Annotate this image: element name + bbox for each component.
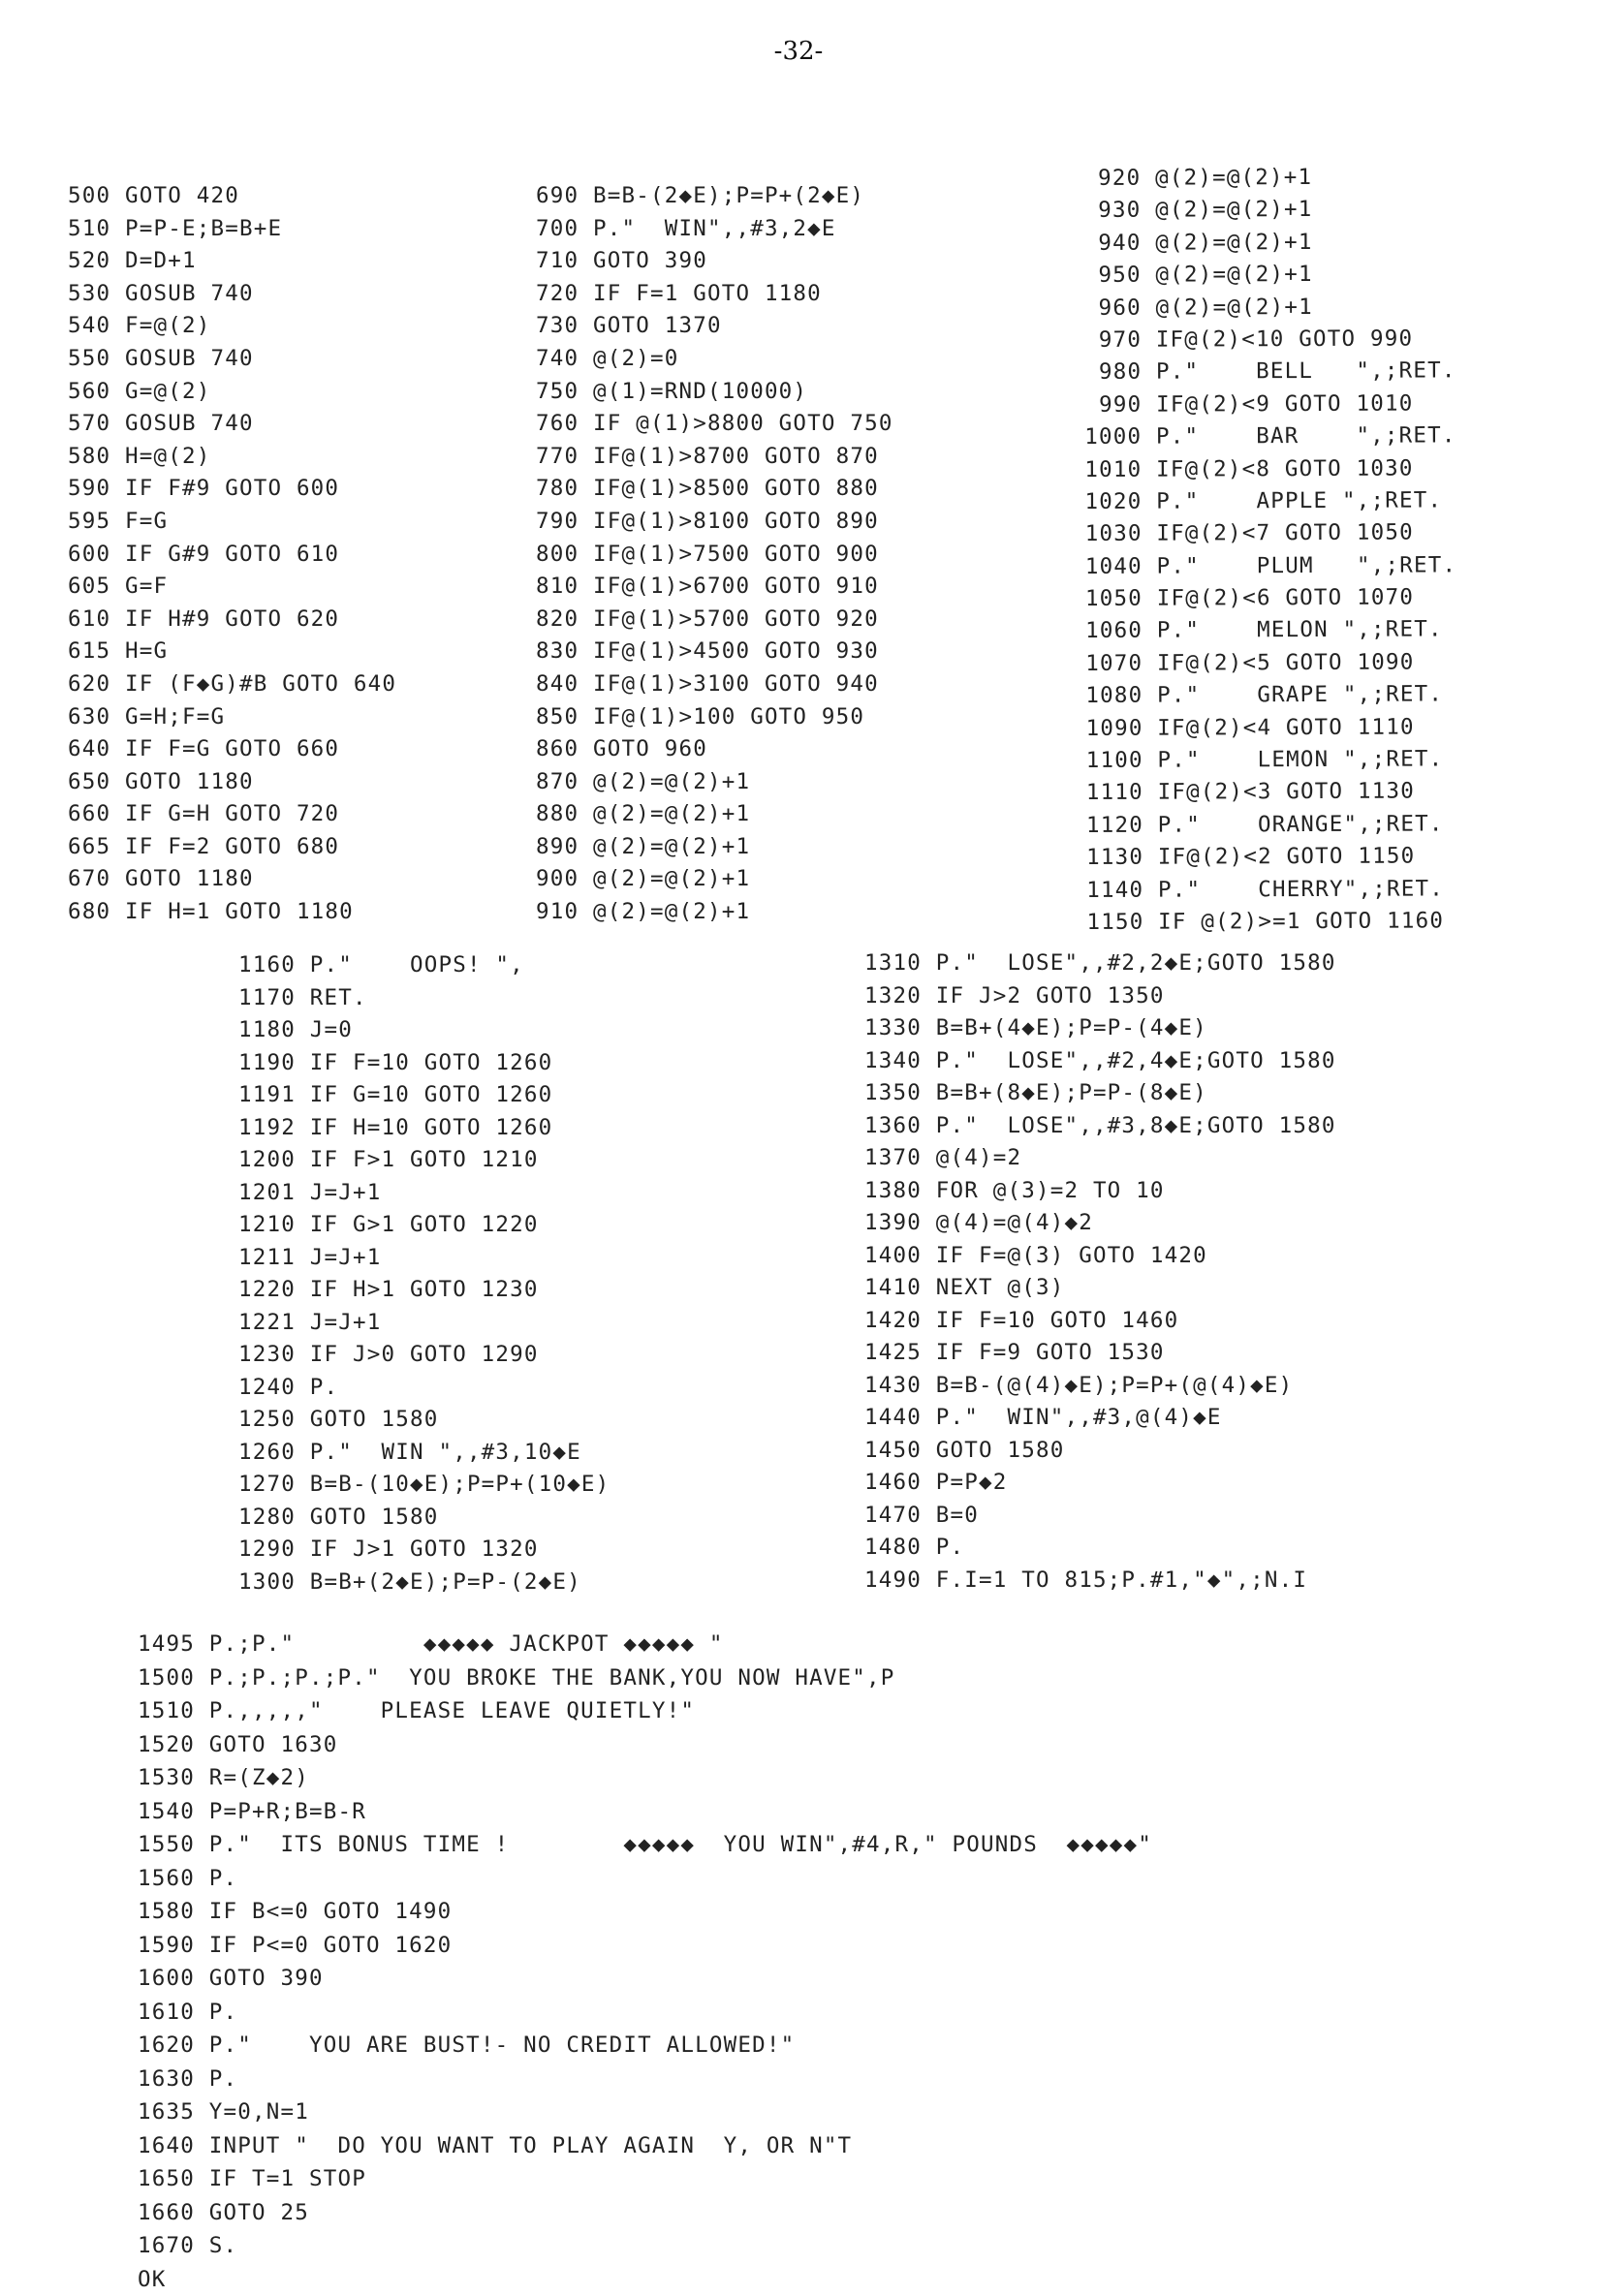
code-line: 1590 IF P<=0 GOTO 1620 <box>138 1929 1152 1963</box>
code-line: 1630 P. <box>138 2063 1152 2096</box>
code-line: 780 IF@(1)>8500 GOTO 880 <box>536 473 893 506</box>
code-line: 1260 P." WIN ",,#3,10◆E <box>238 1437 610 1470</box>
code-line: 1221 J=J+1 <box>238 1307 610 1340</box>
code-line: 1610 P. <box>138 1996 1152 2030</box>
code-line: 1060 P." MELON ",;RET. <box>1085 614 1457 648</box>
code-line: 1490 F.I=1 TO 815;P.#1,"◆",;N.I <box>864 1565 1336 1598</box>
code-line: 1250 GOTO 1580 <box>238 1404 610 1437</box>
code-line: 1440 P." WIN",,#3,@(4)◆E <box>864 1402 1336 1435</box>
code-line: 595 F=G <box>68 506 396 539</box>
code-line: 1210 IF G>1 GOTO 1220 <box>238 1209 610 1242</box>
listing-column-2 <box>536 180 893 929</box>
listing-block3 <box>138 1628 1152 2296</box>
code-line: 1460 P=P◆2 <box>864 1467 1336 1500</box>
code-line: 640 IF F=G GOTO 660 <box>68 733 396 766</box>
code-line: 1020 P." APPLE ",;RET. <box>1084 484 1456 518</box>
listing-column-3 <box>1083 161 1458 939</box>
code-line: 665 IF F=2 GOTO 680 <box>68 831 396 864</box>
code-line: 900 @(2)=@(2)+1 <box>536 863 893 896</box>
code-line: 1160 P." OOPS! ", <box>238 949 610 982</box>
code-line: 550 GOSUB 740 <box>68 343 396 376</box>
code-line: 1600 GOTO 390 <box>138 1962 1152 1996</box>
code-line: 1620 P." YOU ARE BUST!- NO CREDIT ALLOWED!" <box>138 2029 1152 2063</box>
code-line: 570 GOSUB 740 <box>68 408 396 441</box>
code-line: 620 IF (F◆G)#B GOTO 640 <box>68 668 396 701</box>
code-line: 1450 GOTO 1580 <box>864 1435 1336 1468</box>
code-line: 650 GOTO 1180 <box>68 766 396 799</box>
listing-block2-left <box>238 949 610 1598</box>
code-line: 1480 P. <box>864 1532 1336 1565</box>
code-line: 760 IF @(1)>8800 GOTO 750 <box>536 408 893 441</box>
code-line: 1201 J=J+1 <box>238 1177 610 1210</box>
code-line: 1170 RET. <box>238 982 610 1015</box>
code-line: 720 IF F=1 GOTO 1180 <box>536 278 893 311</box>
code-line: 830 IF@(1)>4500 GOTO 930 <box>536 636 893 668</box>
code-line: 920 @(2)=@(2)+1 <box>1083 161 1456 195</box>
code-line: 690 B=B-(2◆E);P=P+(2◆E) <box>536 180 893 213</box>
code-line: 1670 S. <box>138 2229 1152 2263</box>
code-line: 1030 IF@(2)<7 GOTO 1050 <box>1085 517 1457 551</box>
code-line: 1310 P." LOSE",,#2,2◆E;GOTO 1580 <box>864 947 1336 980</box>
code-line: 1420 IF F=10 GOTO 1460 <box>864 1305 1336 1338</box>
code-line: 580 H=@(2) <box>68 441 396 474</box>
code-line: 1660 GOTO 25 <box>138 2196 1152 2230</box>
code-line: 1240 P. <box>238 1372 610 1405</box>
code-line: 1192 IF H=10 GOTO 1260 <box>238 1112 610 1145</box>
code-line: 960 @(2)=@(2)+1 <box>1084 291 1456 325</box>
code-line: 1180 J=0 <box>238 1014 610 1047</box>
code-line: 1290 IF J>1 GOTO 1320 <box>238 1534 610 1567</box>
code-line: 1650 IF T=1 STOP <box>138 2162 1152 2196</box>
code-line: 860 GOTO 960 <box>536 733 893 766</box>
code-line: 1340 P." LOSE",,#2,4◆E;GOTO 1580 <box>864 1045 1336 1078</box>
code-line: 600 IF G#9 GOTO 610 <box>68 539 396 572</box>
code-line: 850 IF@(1)>100 GOTO 950 <box>536 701 893 734</box>
code-line: 1040 P." PLUM ",;RET. <box>1085 549 1457 583</box>
code-line: 1080 P." GRAPE ",;RET. <box>1085 679 1457 713</box>
code-line: 1230 IF J>0 GOTO 1290 <box>238 1339 610 1372</box>
code-line: 1370 @(4)=2 <box>864 1142 1336 1175</box>
code-line: 1000 P." BAR ",;RET. <box>1084 419 1456 453</box>
code-line: 1330 B=B+(4◆E);P=P-(4◆E) <box>864 1012 1336 1045</box>
code-line: 990 IF@(2)<9 GOTO 1010 <box>1084 388 1456 421</box>
code-line: 1635 Y=0,N=1 <box>138 2095 1152 2129</box>
code-line: 560 G=@(2) <box>68 376 396 409</box>
code-line: 1120 P." ORANGE",;RET. <box>1086 808 1458 842</box>
code-line: 540 F=@(2) <box>68 310 396 343</box>
code-line: 820 IF@(1)>5700 GOTO 920 <box>536 604 893 636</box>
code-line: 790 IF@(1)>8100 GOTO 890 <box>536 506 893 539</box>
code-line: 1070 IF@(2)<5 GOTO 1090 <box>1085 646 1457 680</box>
code-line: 1530 R=(Z◆2) <box>138 1761 1152 1795</box>
code-line: 1100 P." LEMON ",;RET. <box>1086 743 1458 777</box>
code-line: 770 IF@(1)>8700 GOTO 870 <box>536 441 893 474</box>
code-line: 1050 IF@(2)<6 GOTO 1070 <box>1085 581 1457 615</box>
code-line: 930 @(2)=@(2)+1 <box>1083 194 1456 228</box>
code-line: 800 IF@(1)>7500 GOTO 900 <box>536 539 893 572</box>
code-line: 1500 P.;P.;P.;P." YOU BROKE THE BANK,YOU NOW HAVE",P <box>138 1661 1152 1695</box>
code-line: 1580 IF B<=0 GOTO 1490 <box>138 1895 1152 1929</box>
code-line: 740 @(2)=0 <box>536 343 893 376</box>
code-line: 1140 P." CHERRY",;RET. <box>1086 873 1458 907</box>
code-line: 1190 IF F=10 GOTO 1260 <box>238 1047 610 1080</box>
code-line: 500 GOTO 420 <box>68 180 396 213</box>
code-line: 1410 NEXT @(3) <box>864 1272 1336 1305</box>
code-line: 940 @(2)=@(2)+1 <box>1083 226 1456 260</box>
code-line: 840 IF@(1)>3100 GOTO 940 <box>536 668 893 701</box>
code-line: 970 IF@(2)<10 GOTO 990 <box>1084 323 1456 357</box>
code-line: 1400 IF F=@(3) GOTO 1420 <box>864 1240 1336 1273</box>
code-line: 1430 B=B-(@(4)◆E);P=P+(@(4)◆E) <box>864 1370 1336 1403</box>
listing-block2-right <box>864 947 1336 1597</box>
code-line: 1320 IF J>2 GOTO 1350 <box>864 980 1336 1013</box>
page-number: -32- <box>0 37 1597 66</box>
code-line: 1540 P=P+R;B=B-R <box>138 1795 1152 1829</box>
code-line: 520 D=D+1 <box>68 245 396 278</box>
code-line: 870 @(2)=@(2)+1 <box>536 766 893 799</box>
code-line: 750 @(1)=RND(10000) <box>536 376 893 409</box>
code-line: 615 H=G <box>68 636 396 668</box>
code-line: 590 IF F#9 GOTO 600 <box>68 473 396 506</box>
code-line: 1640 INPUT " DO YOU WANT TO PLAY AGAIN Y, OR N"T <box>138 2129 1152 2163</box>
code-line: 1211 J=J+1 <box>238 1242 610 1275</box>
code-line: 890 @(2)=@(2)+1 <box>536 831 893 864</box>
code-line: 1090 IF@(2)<4 GOTO 1110 <box>1085 711 1457 745</box>
code-line: 530 GOSUB 740 <box>68 278 396 311</box>
code-line: 670 GOTO 1180 <box>68 863 396 896</box>
code-line: 510 P=P-E;B=B+E <box>68 213 396 246</box>
code-line: 1390 @(4)=@(4)◆2 <box>864 1207 1336 1240</box>
code-line: 1200 IF F>1 GOTO 1210 <box>238 1144 610 1177</box>
code-line: 680 IF H=1 GOTO 1180 <box>68 896 396 929</box>
code-line: 660 IF G=H GOTO 720 <box>68 798 396 831</box>
code-line: 1220 IF H>1 GOTO 1230 <box>238 1274 610 1307</box>
code-line: 1270 B=B-(10◆E);P=P+(10◆E) <box>238 1469 610 1502</box>
code-line: 1380 FOR @(3)=2 TO 10 <box>864 1175 1336 1208</box>
code-line: 950 @(2)=@(2)+1 <box>1083 258 1456 292</box>
code-line: 1110 IF@(2)<3 GOTO 1130 <box>1086 776 1458 810</box>
code-line: 880 @(2)=@(2)+1 <box>536 798 893 831</box>
code-line: OK <box>138 2263 1152 2296</box>
code-line: 605 G=F <box>68 571 396 604</box>
code-line: 1300 B=B+(2◆E);P=P-(2◆E) <box>238 1567 610 1599</box>
code-line: 1350 B=B+(8◆E);P=P-(8◆E) <box>864 1077 1336 1110</box>
code-line: 1010 IF@(2)<8 GOTO 1030 <box>1084 452 1456 486</box>
listing-column-1 <box>68 180 396 929</box>
code-line: 1130 IF@(2)<2 GOTO 1150 <box>1086 841 1458 875</box>
code-line: 1425 IF F=9 GOTO 1530 <box>864 1337 1336 1370</box>
code-line: 1510 P.,,,,," PLEASE LEAVE QUIETLY!" <box>138 1694 1152 1728</box>
code-line: 1560 P. <box>138 1862 1152 1896</box>
code-line: 910 @(2)=@(2)+1 <box>536 896 893 929</box>
code-line: 1280 GOTO 1580 <box>238 1502 610 1535</box>
code-line: 630 G=H;F=G <box>68 701 396 734</box>
code-line: 730 GOTO 1370 <box>536 310 893 343</box>
code-line: 1470 B=0 <box>864 1500 1336 1533</box>
code-line: 1191 IF G=10 GOTO 1260 <box>238 1079 610 1112</box>
code-line: 1520 GOTO 1630 <box>138 1728 1152 1762</box>
code-line: 610 IF H#9 GOTO 620 <box>68 604 396 636</box>
code-line: 1150 IF @(2)>=1 GOTO 1160 <box>1086 905 1458 939</box>
code-line: 1550 P." ITS BONUS TIME ! ◆◆◆◆◆ YOU WIN",#4,R," POUNDS ◆◆◆◆◆" <box>138 1828 1152 1862</box>
code-line: 1360 P." LOSE",,#3,8◆E;GOTO 1580 <box>864 1110 1336 1143</box>
code-line: 810 IF@(1)>6700 GOTO 910 <box>536 571 893 604</box>
code-line: 1495 P.;P." ◆◆◆◆◆ JACKPOT ◆◆◆◆◆ " <box>138 1628 1152 1661</box>
code-line: 980 P." BELL ",;RET. <box>1084 356 1456 389</box>
code-line: 700 P." WIN",,#3,2◆E <box>536 213 893 246</box>
code-line: 710 GOTO 390 <box>536 245 893 278</box>
